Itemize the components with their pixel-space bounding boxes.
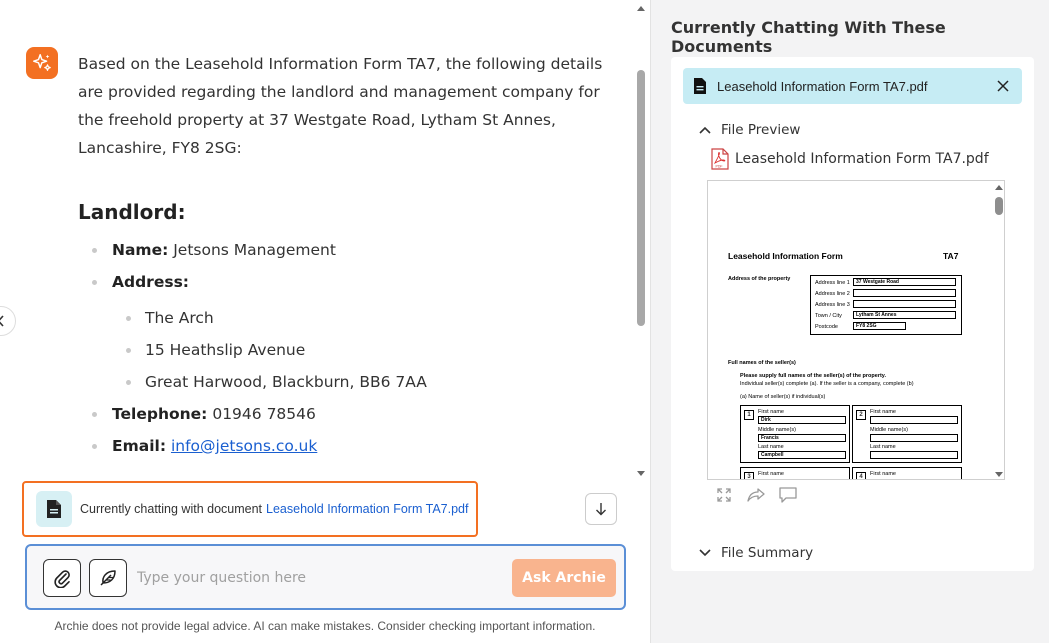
- message-intro: Based on the Leasehold Information Form TA7, the following details are provided regarding the landlord and management company for the freehold property at 37 Westgate Road, Lytham St Annes, Lancashire, FY8 2SG:: [78, 55, 603, 157]
- arrow-down-icon: [595, 502, 607, 516]
- pdf-preview-viewer[interactable]: [707, 180, 1005, 480]
- pdf-form-code: TA7: [943, 251, 959, 261]
- comment-icon: [779, 487, 797, 503]
- sparkle-icon: [31, 52, 53, 74]
- pdf-seller-1-middle-label: Middle name(s): [758, 427, 796, 433]
- pdf-file-icon: [711, 148, 729, 170]
- name-label: Name:: [112, 241, 169, 259]
- pdf-row-field: Lytham St Annes: [853, 311, 956, 319]
- pdf-seller-1-num: 1: [744, 410, 754, 420]
- scroll-to-bottom-button[interactable]: [585, 493, 617, 525]
- pdf-sellers-sub: (a) Name of seller(s) if individual(s): [740, 394, 826, 400]
- address-line: [78, 302, 618, 334]
- pdf-seller-2-middle-label: Middle name(s): [870, 427, 908, 433]
- pdf-row-label: Postcode: [815, 324, 838, 330]
- list-item: [78, 430, 618, 462]
- paperclip-icon: [53, 568, 71, 588]
- assistant-avatar: [26, 47, 58, 79]
- pdf-seller-4-first-label: First name: [870, 471, 896, 477]
- document-tab[interactable]: [683, 68, 1022, 104]
- telephone-value: 01946 78546: [212, 405, 316, 423]
- pdf-seller-2-first-label: First name: [870, 409, 896, 415]
- pdf-seller-2-last: [870, 451, 958, 459]
- pdf-scrollbar-thumb[interactable]: [995, 197, 1003, 215]
- pdf-seller-3-num: 3: [744, 472, 754, 480]
- chip-document-link[interactable]: Leasehold Information Form TA7.pdf: [266, 502, 469, 516]
- pdf-form-title: Leasehold Information Form: [728, 251, 843, 261]
- landlord-details-list: [78, 234, 618, 462]
- pdf-seller-2-last-label: Last name: [870, 444, 896, 450]
- pdf-sellers-instruction: Please supply full names of the seller(s) of the property.: [740, 373, 886, 379]
- list-item: [78, 234, 618, 266]
- address-line: [78, 366, 618, 398]
- list-item: [78, 266, 618, 298]
- pdf-seller-4-num: 4: [856, 472, 866, 480]
- pdf-seller-1-last-label: Last name: [758, 444, 784, 450]
- pdf-seller-2-num: 2: [856, 410, 866, 420]
- attach-file-button[interactable]: [43, 559, 81, 597]
- document-icon: [693, 77, 707, 95]
- question-input[interactable]: [137, 564, 507, 592]
- chat-scroll-area[interactable]: [0, 0, 634, 478]
- file-preview-toggle[interactable]: [699, 122, 800, 138]
- address-line-3: Great Harwood, Blackburn, BB6 7AA: [145, 373, 427, 391]
- scrollbar-thumb[interactable]: [637, 70, 645, 326]
- chevron-down-icon: [699, 549, 711, 557]
- pdf-page: [708, 181, 990, 480]
- close-icon: [997, 80, 1009, 92]
- pdf-seller-1-first: Dirk: [758, 416, 846, 424]
- pdf-sellers-note: Individual seller(s) complete (a). If the seller is a company, complete (b): [740, 381, 914, 387]
- pdf-seller-3-box: [740, 467, 850, 480]
- pdf-row-field: [853, 289, 956, 297]
- chat-scrollbar[interactable]: [634, 0, 648, 482]
- side-panel-title: Currently Chatting With These Documents: [671, 18, 946, 56]
- email-label: Email:: [112, 437, 167, 455]
- pdf-file-row: [711, 148, 989, 170]
- document-icon: [36, 491, 72, 527]
- pdf-seller-2-middle: [870, 434, 958, 442]
- assistant-message: [78, 50, 618, 462]
- pdf-row-label: Town / City: [815, 313, 842, 319]
- pdf-scroll-down-arrow[interactable]: [995, 472, 1003, 477]
- pdf-seller-1-middle: Francis: [758, 434, 846, 442]
- pdf-seller-2-first: [870, 416, 958, 424]
- pdf-row-field: [853, 300, 956, 308]
- pdf-scrollbar[interactable]: [992, 181, 1005, 480]
- pdf-seller-4-box: [852, 467, 962, 480]
- expand-icon: [717, 488, 731, 502]
- documents-card: [671, 57, 1034, 571]
- comment-button[interactable]: [779, 486, 797, 504]
- pdf-address-heading: Address of the property: [728, 276, 791, 282]
- name-value: Jetsons Management: [173, 241, 336, 259]
- disclaimer-text: Archie does not provide legal advice. AI can make mistakes. Consider checking important information.: [54, 619, 596, 633]
- address-line: [78, 334, 618, 366]
- pdf-file-name: Leasehold Information Form TA7.pdf: [735, 151, 989, 167]
- pdf-row-label: Address line 3: [815, 302, 850, 308]
- address-label: Address:: [112, 273, 189, 291]
- close-document-button[interactable]: [994, 77, 1012, 95]
- pdf-sellers-heading: Full names of the seller(s): [728, 360, 796, 366]
- address-line-1: The Arch: [145, 309, 214, 327]
- document-tab-label: Leasehold Information Form TA7.pdf: [717, 78, 928, 94]
- file-summary-toggle[interactable]: [699, 545, 813, 561]
- feather-icon: [98, 568, 118, 588]
- ask-archie-button[interactable]: Ask Archie: [512, 559, 616, 597]
- list-item: [78, 398, 618, 430]
- pdf-seller-1-first-label: First name: [758, 409, 784, 415]
- pdf-seller-1-last: Campbell: [758, 451, 846, 459]
- preview-toolbar: [715, 486, 797, 504]
- scroll-down-arrow[interactable]: [637, 471, 645, 476]
- file-summary-label: File Summary: [721, 545, 814, 561]
- address-line-2: 15 Heathslip Avenue: [145, 341, 306, 359]
- question-composer: [25, 544, 626, 610]
- share-icon: [747, 487, 765, 503]
- file-preview-label: File Preview: [721, 122, 801, 138]
- pdf-seller-3-first-label: First name: [758, 471, 784, 477]
- pdf-row-field: 37 Westgate Road: [853, 278, 956, 286]
- email-link[interactable]: info@jetsons.co.uk: [170, 437, 318, 455]
- landlord-heading: Landlord:: [78, 200, 186, 224]
- documents-side-panel: [650, 0, 1049, 643]
- pdf-row-label: Address line 2: [815, 291, 850, 297]
- share-button[interactable]: [747, 486, 765, 504]
- chevron-left-icon: [0, 315, 5, 327]
- pdf-row-field: FY8 2SG: [853, 322, 906, 330]
- pdf-scroll-up-arrow[interactable]: [995, 185, 1003, 190]
- chip-text: Currently chatting with document: [80, 502, 263, 516]
- telephone-label: Telephone:: [112, 405, 208, 423]
- svg-text:PDF: PDF: [715, 164, 723, 169]
- prompt-style-button[interactable]: [89, 559, 127, 597]
- expand-button[interactable]: [715, 486, 733, 504]
- current-document-chip: [22, 481, 478, 537]
- scroll-up-arrow[interactable]: [637, 6, 645, 11]
- chevron-up-icon: [699, 126, 711, 134]
- pdf-row-label: Address line 1: [815, 280, 850, 286]
